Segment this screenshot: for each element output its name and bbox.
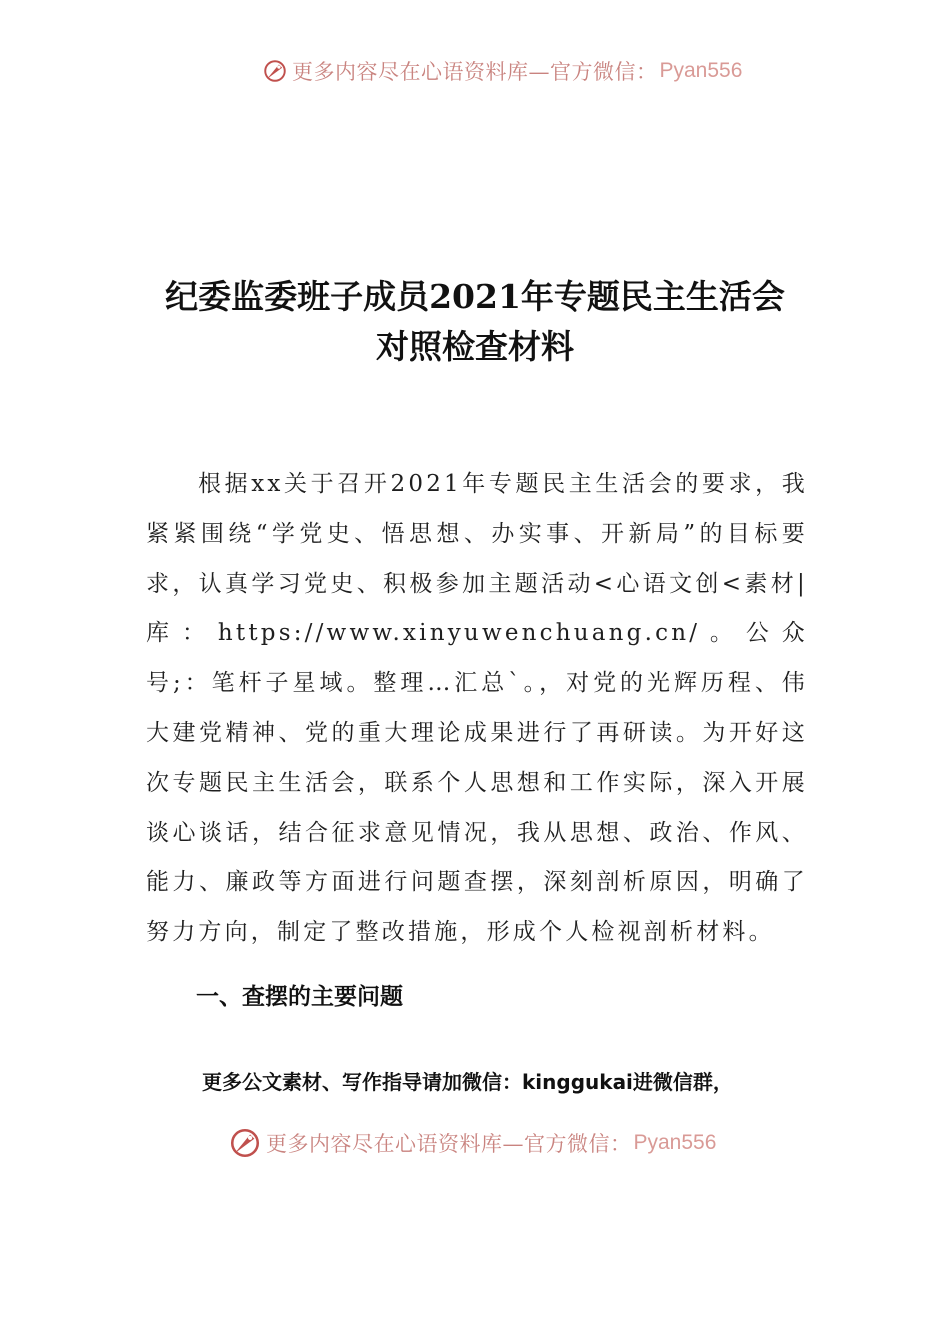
header-watermark	[262, 56, 742, 86]
intro-paragraph: 根据xx关于召开2021年专题民主生活会的要求，我紧紧围绕“学党史、悟思想、办实事、开新局”的目标要求，认真学习党史、积极参加主题活动<心语文创<素材|库：https://www.xinyuwenchuang.cn/。公众号;：笔杆子星域。整理…汇总`。，对党的光辉历程、伟大建党精神、党的重大理论成果进行了再研读。为开好这次专题民主生活会，联系个人思想和工作实际，深入开展谈心谈话，结合征求意见情况，我从思想、政治、作风、能力、廉政等方面进行问题查摆，深刻剖析原因，明确了努力方向，制定了整改措施，形成个人检视剖析材料。	[146, 471, 808, 946]
watermark-handle: Pyan556	[659, 59, 743, 82]
title-line-2: 对照检查材料	[376, 327, 574, 366]
watermark-text: 更多内容尽在心语资料库—官方微信：	[292, 60, 658, 84]
watermark-handle: Pyan556	[633, 1131, 717, 1154]
section-heading-problems: 一、查摆的主要问题	[196, 984, 403, 1010]
watermark-text: 更多内容尽在心语资料库—官方微信：	[266, 1132, 632, 1156]
promo-line: 更多公文素材、写作指导请加微信：kinggukai进微信群，	[202, 1070, 733, 1094]
pen-nib-logo-icon	[262, 58, 288, 84]
title-line-1: 纪委监委班子成员2021年专题民主生活会	[165, 277, 785, 316]
pen-nib-logo-icon	[228, 1126, 262, 1160]
footer-watermark	[228, 1126, 716, 1160]
document-title	[100, 272, 850, 372]
